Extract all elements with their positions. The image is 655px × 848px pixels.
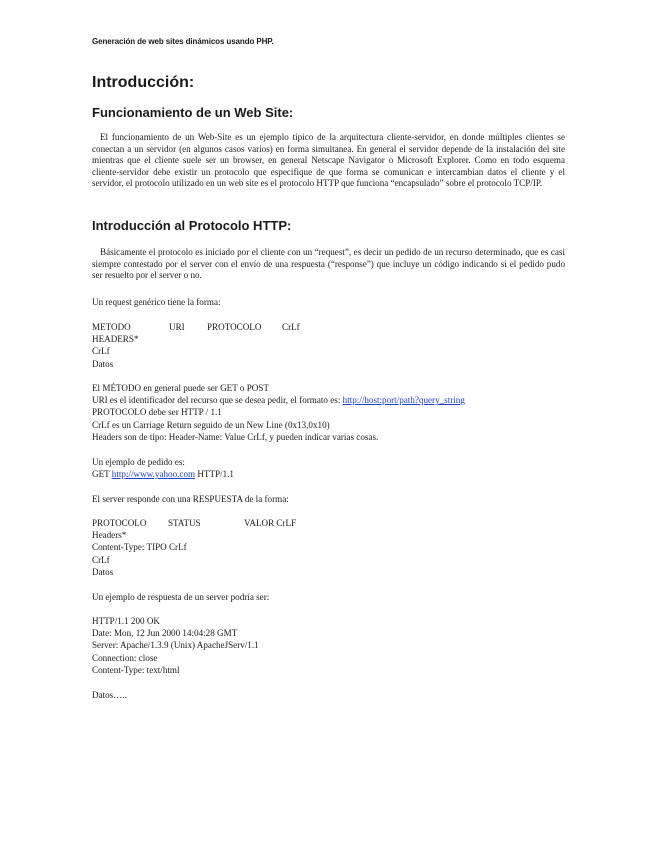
response-headers: Headers* — [92, 530, 127, 541]
example-request-line — [92, 468, 565, 480]
response-example-intro — [92, 591, 565, 603]
example-request-intro: Un ejemplo de pedido es: — [92, 457, 185, 467]
response-example-intro-text: Un ejemplo de respuesta de un server podría ser: — [92, 592, 270, 602]
request-intro — [92, 296, 565, 308]
request-uri: URI — [169, 322, 185, 332]
response-intro-text: El server responde con una RESPUESTA de la forma: — [92, 494, 289, 504]
response-protocolo: PROTOCOLO — [92, 518, 147, 528]
request-protocolo: PROTOCOLO — [207, 322, 262, 332]
response-valor: VALOR CrLF — [244, 518, 297, 528]
response-intro — [92, 493, 565, 505]
response-example-line: Date: Mon, 12 Jun 2000 14:04:28 GMT — [92, 628, 238, 639]
request-crlf2: CrLf — [92, 346, 110, 357]
example-request — [92, 456, 565, 480]
response-crlf: CrLf — [92, 554, 110, 565]
note-crlf: CrLf es un Carriage Return seguido de un New Line (0x13,0x10) — [92, 419, 330, 430]
response-example — [92, 615, 565, 676]
response-status: STATUS — [168, 518, 201, 528]
http-paragraph: Básicamente el protocolo es iniciado por el cliente con un “request”, es decir un pedido de un recurso determinado, que es casi siempre contestado por el server con el envío de una respuesta (“response”) que incluye un código indicando si el pedido pudo ser resuelto por el server o no. — [92, 247, 565, 281]
response-example-datos-text: Datos….. — [92, 690, 127, 700]
note-protocolo: PROTOCOLO debe ser HTTP / 1.1 — [92, 407, 222, 418]
section-title: Introducción: — [92, 74, 195, 91]
request-line — [92, 321, 565, 333]
request-intro-text: Un request genérico tiene la forma: — [92, 297, 221, 307]
note-metodo: El MÉTODO en general puede ser GET o POST — [92, 383, 269, 393]
response-example-line: Server: Apache/1.3.9 (Unix) ApacheJServ/1.1 — [92, 640, 259, 651]
request-notes — [92, 382, 565, 443]
http-heading: Introducción al Protocolo HTTP: — [92, 218, 292, 233]
note-uri — [92, 394, 565, 406]
example-request-protocol: HTTP/1.1 — [197, 469, 234, 480]
response-example-line: HTTP/1.1 200 OK — [92, 616, 160, 626]
response-example-datos — [92, 689, 565, 701]
note-uri-text: URI es el identificador del recurso que se desea pedir, el formato es: — [92, 395, 341, 406]
response-example-line: Content-Type: text/html — [92, 664, 180, 675]
request-form — [92, 321, 565, 370]
request-datos: Datos — [92, 358, 114, 369]
note-headers: Headers son de tipo: Header-Name: Value CrLf, y pueden indicar varias cosas. — [92, 431, 379, 442]
response-example-line: Connection: close — [92, 652, 158, 663]
running-header: Generación de web sites dinámicos usando PHP. — [92, 37, 274, 46]
response-line — [92, 517, 565, 529]
request-metodo: METODO — [92, 322, 131, 332]
response-content-type: Content-Type: TIPO CrLf — [92, 542, 187, 553]
request-headers: HEADERS* — [92, 334, 139, 345]
web-site-heading: Funcionamiento de un Web Site: — [92, 105, 294, 120]
web-site-paragraph: El funcionamiento de un Web-Site es un ejemplo típico de la arquitectura cliente-servidor, en donde múltiples clientes se conectan a un servidor (en algunos casos varios) en forma simultanea. En general el servidor depende de la instalación del site mientras que el cliente suele ser un browser, en general Netscape Navigator o Microsoft Explorer. Como en todo esquema cliente-servidor debe existir un protocolo que especifique de que forma se comunican e intercambian datos el cliente y el servidor, el protocolo utilizado en un web site es el protocolo HTTP que funciona “encapsulado” sobre el protocolo TCP/IP. — [92, 132, 565, 189]
example-request-method: GET — [92, 469, 110, 480]
response-form — [92, 517, 565, 578]
request-crlf: CrLf — [282, 322, 300, 332]
yahoo-link[interactable]: http://www.yahoo.com — [111, 469, 196, 480]
uri-format-link[interactable]: http://host:port/path?query_string — [342, 395, 465, 406]
response-datos: Datos — [92, 566, 114, 577]
